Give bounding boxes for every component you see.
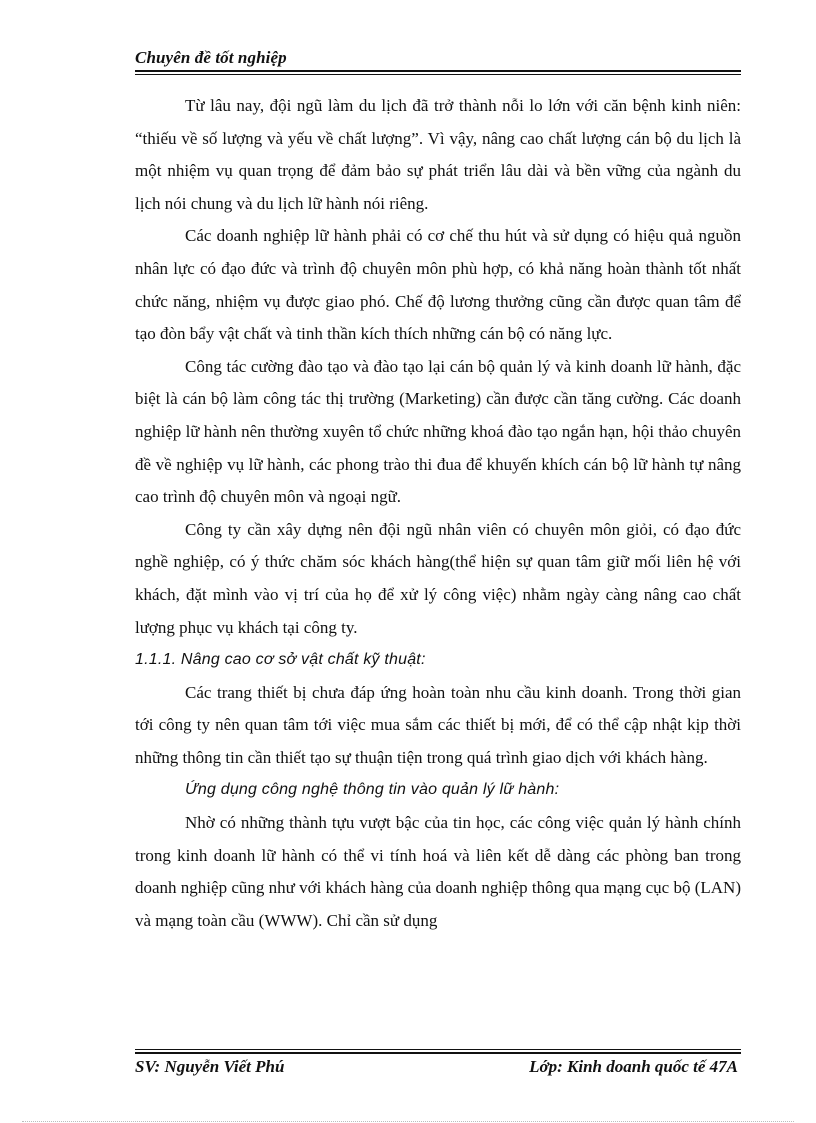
paragraph-staff-quality: Từ lâu nay, đội ngũ làm du lịch đã trở thành nỗi lo lớn với căn bệnh kinh niên: “thiếu về số lượng và yếu về chất lượng”. Vì vậy, nâng cao chất lượng cán bộ du lịch là một nhiệm vụ quan trọng để đảm bảo sự phát triển lâu dài và bền vững của ngành du lịch nói chung và du lịch lữ hành nói riêng. xyxy=(135,96,741,213)
footer-class-name: Lớp: Kinh doanh quốc tế 47A xyxy=(529,1057,738,1076)
subsection-heading: Ứng dụng công nghệ thông tin vào quản lý lữ hành: xyxy=(185,781,560,799)
paragraph-equipment: Các trang thiết bị chưa đáp ứng hoàn toàn nhu cầu kinh doanh. Trong thời gian tới công ty nên quan tâm tới việc mua sắm các thiết bị mới, để có thể cập nhật kịp thời những thông tin cần thiết tạo sự thuận tiện trong quá trình giao dịch với khách hàng. xyxy=(135,682,741,767)
paragraph-it-application: Nhờ có những thành tựu vượt bậc của tin học, các công việc quản lý hành chính trong kinh doanh lữ hành có thể vi tính hoá và liên kết dễ dàng các phòng ban trong doanh nghiệp cũng như với khách hàng của doanh nghiệp thông qua mạng cục bộ (LAN) và mạng toàn cầu (WWW). Chỉ cần sử dụng xyxy=(135,813,741,930)
footer-student-name: SV: Nguyễn Viết Phú xyxy=(135,1057,285,1076)
footer-rule-thin xyxy=(135,1049,741,1050)
section-heading: 1.1.1. Nâng cao cơ sở vật chất kỹ thuật: xyxy=(135,651,426,669)
footer-rule xyxy=(135,1052,741,1054)
paragraph-staff-team: Công ty cần xây dựng nên đội ngũ nhân viên có chuyên môn giỏi, có đạo đức nghề nghiệp, có ý thức chăm sóc khách hàng(thể hiện sự quan tâm giữ mối liên hệ với khách, đặt mình vào vị trí của họ để xử lý công việc) nhằm ngày càng nâng cao chất lượng phục vụ khách tại công ty. xyxy=(135,519,741,637)
header-title: Chuyên đề tốt nghiệp xyxy=(135,48,287,67)
header-rule-thin xyxy=(135,74,741,75)
document-body xyxy=(135,90,741,937)
paragraph-human-resources: Các doanh nghiệp lữ hành phải có cơ chế thu hút và sử dụng có hiệu quả nguồn nhân lực có đạo đức và trình độ chuyên môn phù hợp, có khả năng hoàn thành tốt nhất chức năng, nhiệm vụ được giao phó. Chế độ lương thưởng cũng cần được quan tâm để tạo đòn bẩy vật chất và tinh thần kích thích những cán bộ có năng lực. xyxy=(135,226,741,344)
paragraph-training: Công tác cường đào tạo và đào tạo lại cán bộ quản lý và kinh doanh lữ hành, đặc biệt là cán bộ làm công tác thị trường (Marketing) cần được cần tăng cường. Các doanh nghiệp lữ hành nên thường xuyên tổ chức những khoá đào tạo ngắn hạn, hội thảo chuyên đề về nghiệp vụ lữ hành, các phong trào thi đua để khuyến khích cán bộ lữ hành tự nâng cao trình độ chuyên môn và ngoại ngữ. xyxy=(135,356,741,507)
header-rule xyxy=(135,70,741,72)
page-bottom-edge xyxy=(22,1121,794,1122)
